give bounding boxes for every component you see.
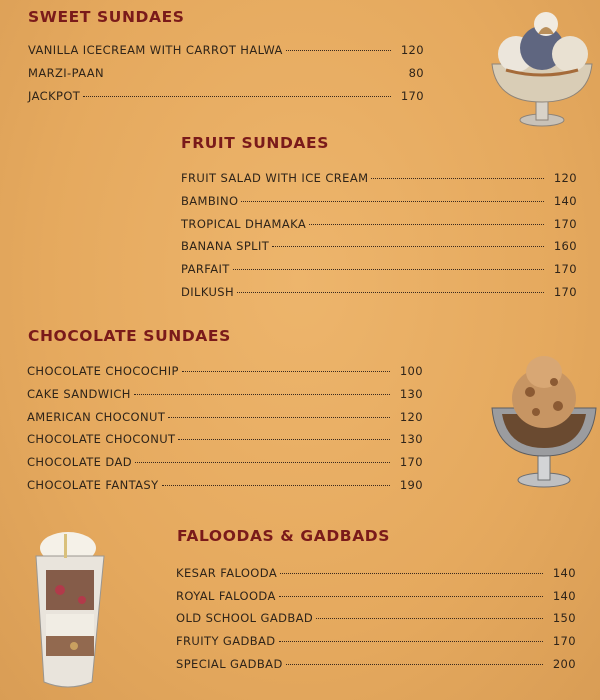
- menu-item: [28, 66, 424, 80]
- item-price: 130: [399, 387, 423, 401]
- item-price: 200: [552, 657, 576, 671]
- item-name: VANILLA ICECREAM WITH CARROT HALWA: [28, 43, 283, 57]
- falooda-glass-photo: [30, 530, 110, 694]
- menu-item: [181, 262, 577, 276]
- leader-dots: [279, 641, 543, 642]
- item-name: PARFAIT: [181, 262, 230, 276]
- leader-dots: [162, 485, 390, 486]
- menu-item: [27, 410, 423, 424]
- menu-item: [181, 194, 577, 208]
- menu-item: [176, 634, 576, 648]
- menu-item: [28, 89, 424, 103]
- menu-item: [181, 217, 577, 231]
- leader-dots: [178, 439, 390, 440]
- leader-dots: [309, 224, 544, 225]
- leader-dots: [134, 394, 390, 395]
- item-price: 170: [553, 285, 577, 299]
- leader-dots: [83, 96, 391, 97]
- item-name: AMERICAN CHOCONUT: [27, 410, 166, 424]
- leader-dots: [280, 573, 543, 574]
- item-name: FRUIT SALAD WITH ICE CREAM: [181, 171, 369, 185]
- menu-item: [181, 285, 577, 299]
- leader-dots: [233, 269, 544, 270]
- leader-dots: [286, 50, 391, 51]
- item-price: 80: [408, 66, 424, 80]
- item-name: MARZI-PAAN: [28, 66, 105, 80]
- item-name: JACKPOT: [28, 89, 81, 103]
- item-price: 160: [553, 239, 577, 253]
- item-price: 190: [399, 478, 423, 492]
- item-price: 150: [552, 611, 576, 625]
- item-name: CHOCOLATE CHOCOCHIP: [27, 364, 179, 378]
- item-price: 100: [399, 364, 423, 378]
- item-name: SPECIAL GADBAD: [176, 657, 283, 671]
- menu-item: [176, 657, 576, 671]
- item-name: CHOCOLATE DAD: [27, 455, 132, 469]
- menu-item: [27, 455, 423, 469]
- item-name: OLD SCHOOL GADBAD: [176, 611, 314, 625]
- item-price: 140: [552, 589, 576, 603]
- menu-item: [28, 43, 424, 57]
- item-name: CHOCOLATE FANTASY: [27, 478, 159, 492]
- fruit-sundaes-heading: FRUIT SUNDAES: [181, 134, 329, 152]
- leader-dots: [286, 664, 543, 665]
- item-price: 170: [553, 217, 577, 231]
- item-price: 170: [400, 89, 424, 103]
- item-price: 120: [553, 171, 577, 185]
- leader-dots: [237, 292, 544, 293]
- item-name: FRUITY GADBAD: [176, 634, 276, 648]
- leader-dots: [316, 618, 543, 619]
- item-name: CAKE SANDWICH: [27, 387, 131, 401]
- item-price: 170: [399, 455, 423, 469]
- item-price: 140: [553, 194, 577, 208]
- chocolate-sundaes-heading: CHOCOLATE SUNDAES: [28, 327, 231, 345]
- menu-item: [181, 239, 577, 253]
- item-price: 120: [399, 410, 423, 424]
- item-price: 120: [400, 43, 424, 57]
- item-price: 170: [553, 262, 577, 276]
- item-name: TROPICAL DHAMAKA: [181, 217, 307, 231]
- menu-item: [181, 171, 577, 185]
- item-name: ROYAL FALOODA: [176, 589, 276, 603]
- leader-dots: [168, 417, 390, 418]
- faloodas-gadbads-heading: FALOODAS & GADBADS: [177, 527, 391, 545]
- menu-item: [27, 432, 423, 446]
- leader-dots: [279, 596, 543, 597]
- menu-item: [176, 589, 576, 603]
- sweet-sundaes-heading: SWEET SUNDAES: [28, 8, 185, 26]
- item-price: 140: [552, 566, 576, 580]
- menu-item: [27, 387, 423, 401]
- menu-item: [27, 364, 423, 378]
- item-name: CHOCOLATE CHOCONUT: [27, 432, 176, 446]
- sundae-glass-photo: [486, 4, 598, 128]
- leader-dots: [135, 462, 390, 463]
- leader-dots: [182, 371, 390, 372]
- leader-dots: [241, 201, 544, 202]
- menu-item: [176, 611, 576, 625]
- item-name: BAMBINO: [181, 194, 239, 208]
- item-name: DILKUSH: [181, 285, 235, 299]
- item-price: 170: [552, 634, 576, 648]
- leader-dots: [272, 246, 544, 247]
- item-name: BANANA SPLIT: [181, 239, 270, 253]
- leader-dots: [371, 178, 544, 179]
- item-price: 130: [399, 432, 423, 446]
- menu-item: [176, 566, 576, 580]
- item-name: KESAR FALOODA: [176, 566, 278, 580]
- menu-item: [27, 478, 423, 492]
- chocolate-sundae-photo: [488, 352, 598, 490]
